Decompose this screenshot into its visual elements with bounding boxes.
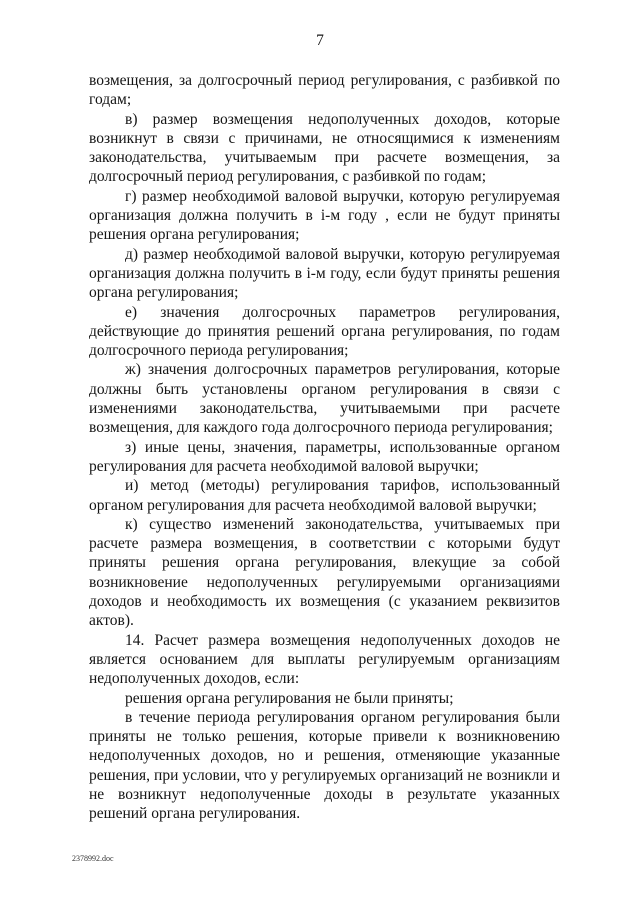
paragraph-condition-1: решения органа регулирования не были приняты; <box>125 689 454 707</box>
paragraph-item-v: в) размер возмещения недополученных доходов, которые возникнут в связи с причинами, не относящимися к изменениям законодательства, учитываемым при расчете возмещения, за долгосрочный период регулирования, с разбивкой по годам; <box>89 110 560 186</box>
paragraph-item-zh: ж) значения долгосрочных параметров регулирования, которые должны быть установлены органом регулирования в связи с изменениями законодательства, учитываемыми при расчете возмещения, для каждого года долгосрочного периода регулирования; <box>89 361 560 437</box>
document-body <box>89 71 560 824</box>
paragraph-continuation: возмещения, за долгосрочный период регулирования, с разбивкой по годам; <box>89 72 560 109</box>
paragraph-item-d: д) размер необходимой валовой выручки, которую регулируемая организация должна получить в i-м году, если будут приняты решения органа регулирования; <box>89 245 560 302</box>
paragraph-item-e: е) значения долгосрочных параметров регулирования, действующие до принятия решений органа регулирования, по годам долгосрочного периода регулирования; <box>89 303 560 360</box>
paragraph-item-g: г) размер необходимой валовой выручки, которую регулируемая организация должна получить в i-м году , если не будут приняты решения органа регулирования; <box>89 187 560 244</box>
paragraph-item-z: з) иные цены, значения, параметры, использованные органом регулирования для расчета необходимой валовой выручки; <box>89 438 560 475</box>
paragraph-item-k: к) существо изменений законодательства, учитываемых при расчете размера возмещения, в соответствии с которыми будут приняты решения органа регулирования, влекущие за собой возникновение недополученных регулируемыми организациями доходов и необходимость их возмещения (с указанием реквизитов актов). <box>89 515 560 630</box>
paragraph-clause-14: 14. Расчет размера возмещения недополученных доходов не является основанием для выплаты регулируемым организациям недополученных доходов, если: <box>89 631 560 688</box>
paragraph-item-i: и) метод (методы) регулирования тарифов, использованный органом регулирования для расчета необходимой валовой выручки; <box>89 477 560 514</box>
document-footer-filename: 2378992.doc <box>72 854 114 863</box>
paragraph-condition-2: в течение периода регулирования органом регулирования были приняты не только решения, которые привели к возникновению недополученных доходов, но и решения, отменяющие указанные решения, при условии, что у регулируемых организаций не возникли и не возникнут недополученные доходы в результате указанных решений органа регулирования. <box>89 708 560 823</box>
page-number: 7 <box>316 32 324 49</box>
